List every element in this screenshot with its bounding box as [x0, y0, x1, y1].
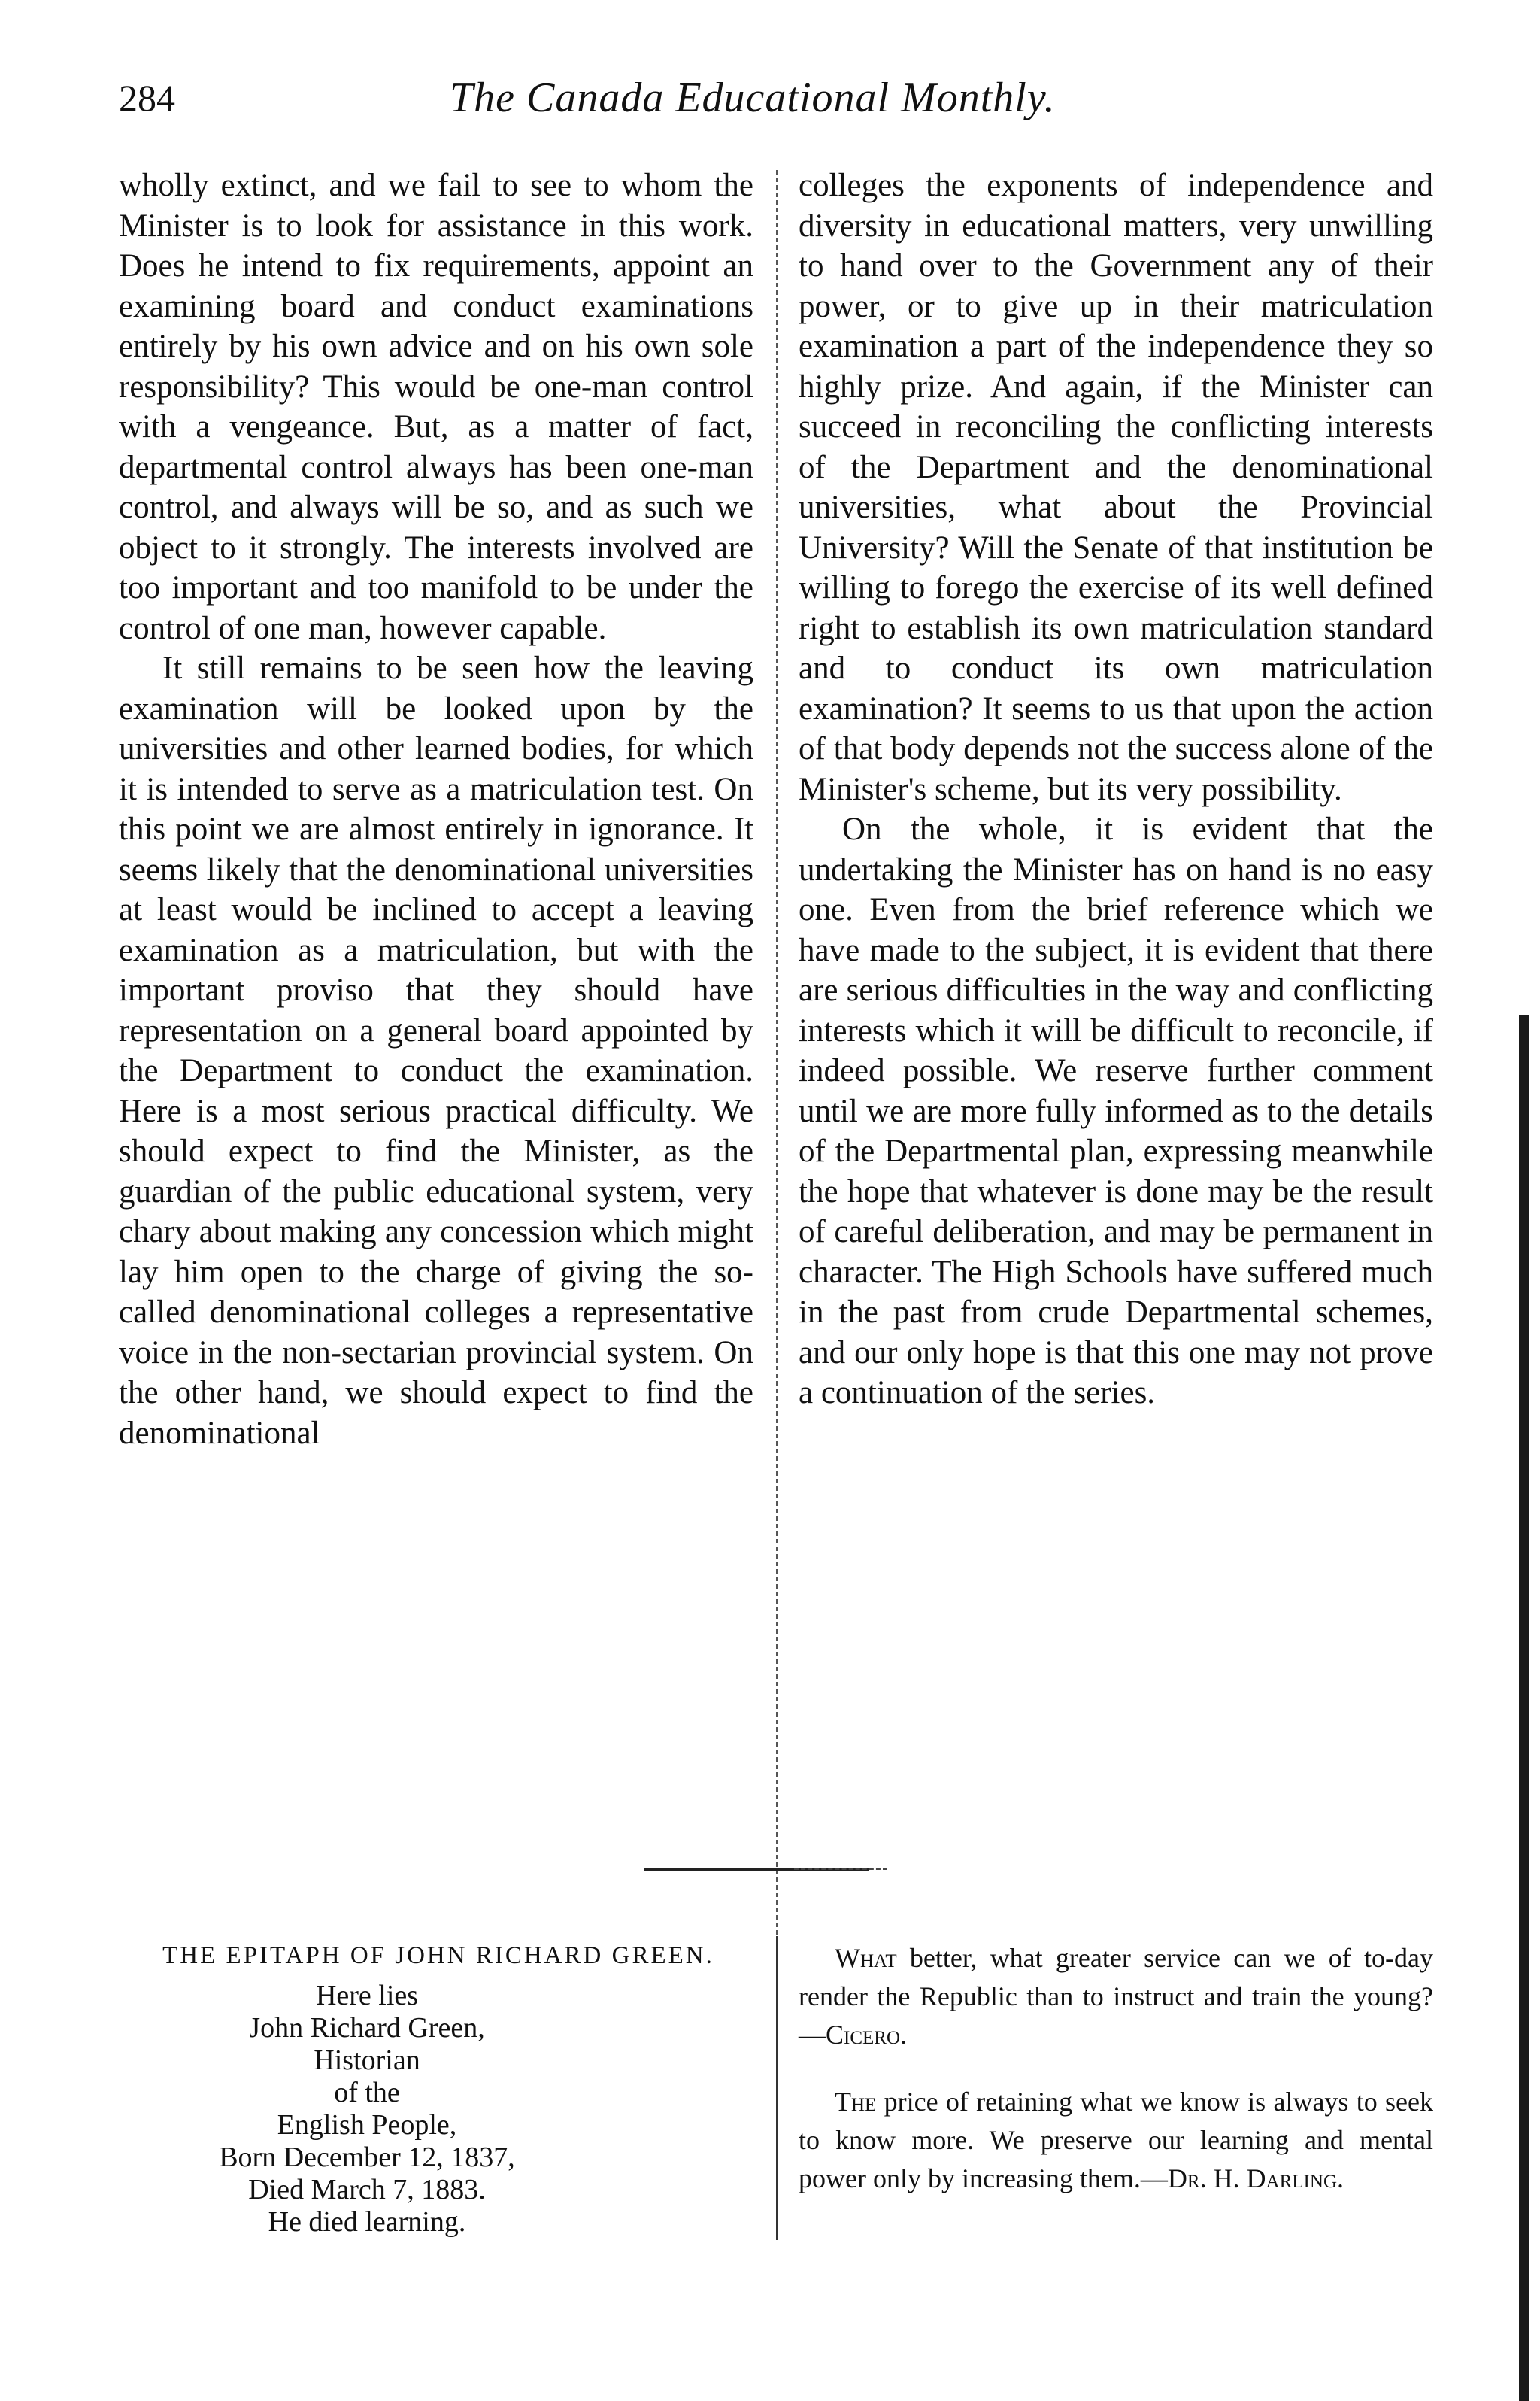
left-paragraph: wholly extinct, and we fail to see to whom the Minister is to look for assistance in this work. Does he intend to fix requirements, appoint an examining board and conduct examinations entirely by his own advice and on his own sole responsibility? This would be one-man control with a vengeance. But, as a matter of fact, departmental control always has been one-man control, and always will be so, and as such we object to it strongly. The interests involved are too important and too manifold to be under the control of one man, however capable. [119, 168, 753, 646]
left-column [119, 165, 753, 1453]
quote-body: better, what greater service can we of to-day render the Republic than to instruct and train the young?— [799, 1943, 1433, 2050]
quotes-block [799, 1939, 1433, 2198]
lower-column-divider [776, 1936, 778, 2240]
right-paragraph: colleges the exponents of independence and diversity in educational matters, very unwilling to hand over to the Government any of their power, or to give up in their matriculation examination a part of the independence they so highly prize. And again, if the Minister can succeed in reconciling the conflicting interests of the Department and the denominational universities, what about the Provincial University? Will the Senate of that institution be willing to forego the exercise of its well defined right to establish its own matriculation standard and to conduct its own matriculation examination? It seems to us that upon the action of that body depends not the success alone of the Minister's scheme, but its very possibility. [799, 168, 1433, 807]
epitaph-line: English People, [277, 2109, 457, 2141]
quote-cicero [799, 1939, 1433, 2054]
epitaph-line: Here lies [315, 1980, 419, 2011]
quote-darling [799, 2083, 1433, 2198]
right-paragraph: On the whole, it is evident that the undertaking the Minister has on hand is no easy one. Even from the brief reference which we have made to the subject, it is evident that there are serious difficulties in the way and conflicting interests which it will be difficult to reconcile, if indeed possible. We reserve further comment until we are more fully informed as to the details of the Departmental plan, expressing meanwhile the hope that whatever is done may be the result of careful deliberation, and may be permanent in character. The High Schools have suffered much in the past from crude Departmental schemes, and our only hope is that this one may not prove a continuation of the series. [799, 812, 1433, 1410]
epitaph-line: Born December 12, 1837, [219, 2141, 515, 2173]
section-rule-tail [794, 1868, 887, 1870]
quote-attribution: Dr. H. Darling. [1167, 2163, 1344, 2193]
quote-lead: What [835, 1943, 897, 1973]
epitaph-line: Historian [314, 2044, 420, 2076]
page-number: 284 [119, 77, 175, 119]
epitaph-block [119, 1941, 758, 2239]
quote-lead: The [835, 2087, 877, 2117]
column-divider [776, 170, 778, 1957]
quote-body: price of retaining what we know is always to seek to know more. We preserve our learning and mental power only by increasing them.— [799, 2087, 1433, 2193]
page-edge-shadow [1519, 1015, 1529, 2401]
epitaph-line: John Richard Green, [249, 2012, 485, 2044]
running-title: The Canada Educational Monthly. [450, 74, 1056, 121]
left-paragraph: It still remains to be seen how the leaving examination will be looked upon by the universities and other learned bodies, for which it is intended to serve as a matriculation test. On this point we are almost entirely in ignorance. It seems likely that the denominational universities at least would be inclined to accept a leaving examination as a matriculation, but with the important proviso that they should have representation on a general board appointed by the Department to conduct the examination. Here is a most serious practical difficulty. We should expect to find the Minister, as the guardian of the public educational system, very chary about making any concession which might lay him open to the charge of giving the so-called denominational colleges a representative voice in the non-sectarian provincial system. On the other hand, we should expect to find the denominational [119, 651, 753, 1451]
quote-attribution: Cicero. [826, 2020, 908, 2050]
epitaph-line: of the [334, 2077, 400, 2108]
epitaph-title: THE EPITAPH OF JOHN RICHARD GREEN. [162, 1942, 714, 1969]
epitaph-line: Died March 7, 1883. [248, 2174, 486, 2205]
right-column [799, 165, 1433, 1413]
epitaph-line: He died learning. [268, 2206, 466, 2238]
